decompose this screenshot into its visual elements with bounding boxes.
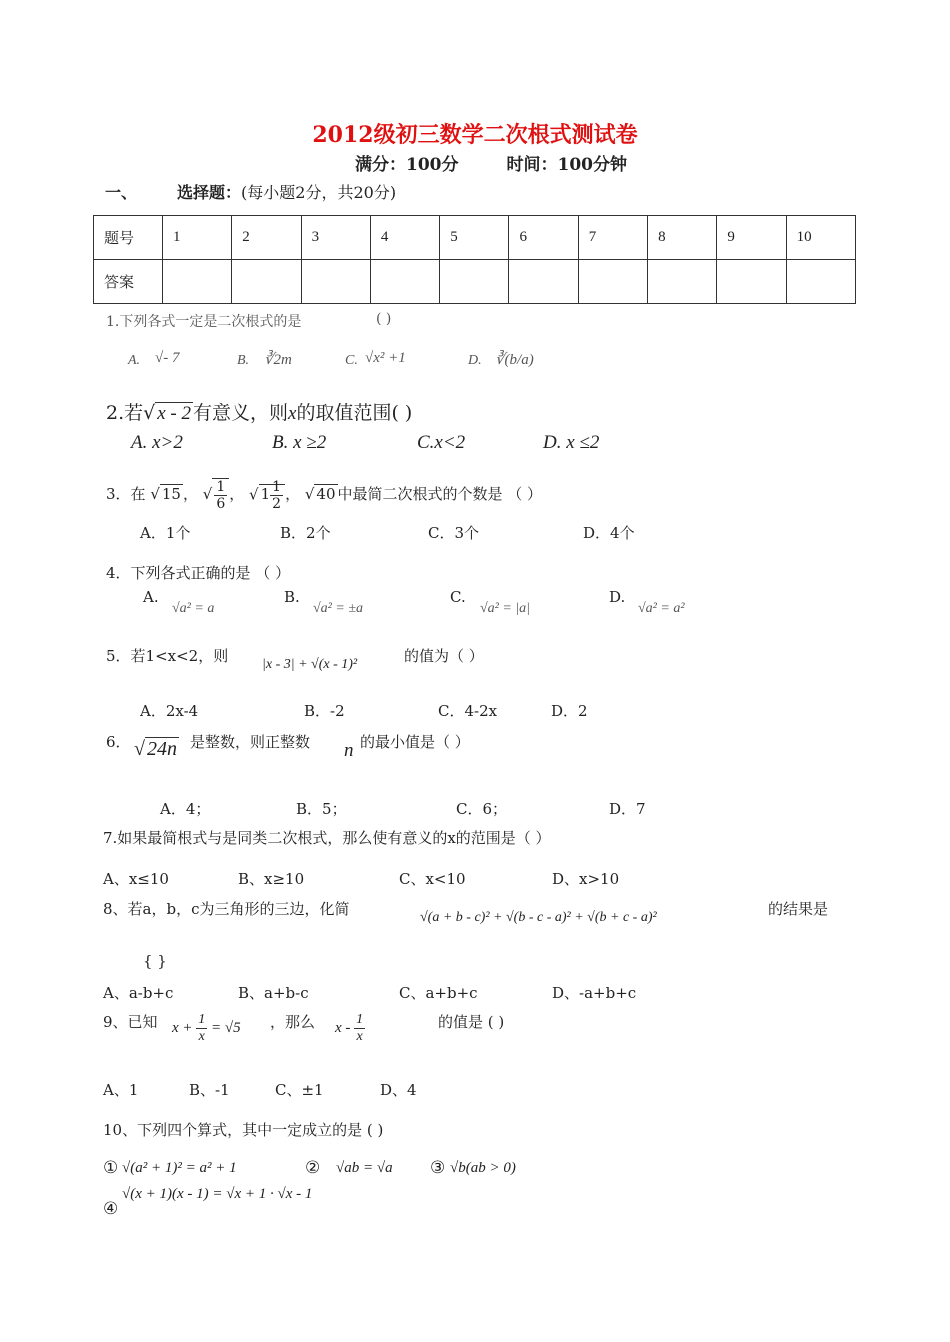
q10-option-1-mark: ① — [103, 1158, 119, 1178]
question-number: 2 — [232, 216, 301, 260]
q8-option-c: C、a+b+c — [399, 984, 478, 1002]
question-number: 1 — [163, 216, 232, 260]
q7-option-b: B、x≥10 — [238, 870, 305, 888]
q1-option-a-label: A. — [128, 353, 141, 368]
q9-stem-post: 的值是 ( ) — [438, 1013, 505, 1031]
q2-option-d: D. x ≤2 — [543, 432, 600, 453]
q9-fraction-1 — [196, 1012, 207, 1045]
q3-radicand-1: 15 — [161, 485, 181, 503]
q8-answer-brace: { } — [143, 952, 167, 970]
q3-radical-4: √ 40 — [304, 485, 336, 503]
q6-stem-post: 的最小值是（ ） — [360, 733, 470, 751]
answer-cell[interactable] — [370, 260, 439, 304]
q3-option-d: D．4个 — [583, 524, 635, 542]
q6-radicand: 24n — [146, 738, 177, 760]
q2-radicand: x - 2 — [157, 403, 192, 424]
q4-option-b-label: B. — [284, 588, 300, 606]
q6-radical: √ 24n — [134, 738, 177, 760]
full-score: 满分：100分 — [355, 155, 459, 175]
q10-option-1: √(a² + 1)² = a² + 1 — [122, 1160, 237, 1176]
section-label: 选择题： — [177, 183, 242, 202]
question-number: 5 — [440, 216, 509, 260]
answer-cell[interactable] — [440, 260, 509, 304]
section-note: (每小题2分，共20分) — [241, 183, 397, 202]
q9-expression-1 — [172, 1012, 241, 1045]
row-label: 题号 — [94, 216, 163, 260]
q6-option-d: D．7 — [609, 800, 646, 818]
q5-expression: |x - 3| + √(x - 1)² — [262, 657, 358, 672]
q2-stem — [106, 398, 412, 425]
answer-cell[interactable] — [648, 260, 717, 304]
q3-radicand-4: 40 — [316, 485, 336, 503]
q9-frac2-den: x — [356, 1029, 363, 1044]
question-number: 8 — [648, 216, 717, 260]
q1-paren: ( ) — [376, 311, 392, 327]
q9-expression-2 — [335, 1012, 365, 1045]
q5-option-c: C．4-2x — [438, 702, 498, 720]
q5-option-d: D．2 — [551, 702, 588, 720]
q4-stem: 4．下列各式正确的是 （ ） — [106, 564, 291, 582]
q6-var: n — [344, 740, 354, 761]
q9-option-b: B、-1 — [189, 1081, 230, 1099]
answer-table — [93, 215, 856, 304]
q5-stem-pre: 5．若1<x<2，则 — [106, 647, 229, 665]
q6-number: 6． — [106, 733, 131, 751]
q10-option-4-mark: ④ — [103, 1199, 119, 1219]
answer-cell[interactable] — [786, 260, 855, 304]
q9-option-d: D、4 — [380, 1081, 417, 1099]
q10-option-3: √b(ab > 0) — [450, 1160, 516, 1176]
q1-option-d-label: D. — [468, 353, 482, 368]
q2-stem-mid: 有意义，则 — [193, 402, 289, 424]
q4-option-c: √a² = |a| — [480, 601, 531, 616]
q10-option-4: √(x + 1)(x - 1) = √x + 1 · √x - 1 — [122, 1186, 313, 1202]
q4-option-d-label: D. — [609, 588, 626, 606]
q9-stem-pre: 9、已知 — [103, 1013, 158, 1031]
q3-radical-1: √ 15 — [150, 485, 181, 503]
q9-expr1-rhs: = √5 — [211, 1019, 241, 1036]
q2-option-a: A. x>2 — [131, 432, 183, 453]
q4-option-c-label: C. — [450, 588, 466, 606]
answer-cell[interactable] — [163, 260, 232, 304]
q7-stem: 7.如果最简根式与是同类二次根式，那么使有意义的x的范围是（ ） — [103, 829, 551, 847]
q3-stem-pre: 3．在 — [106, 485, 146, 503]
q9-frac1-den: x — [198, 1029, 205, 1044]
q6-option-c: C．6； — [456, 800, 508, 818]
answer-cell[interactable] — [232, 260, 301, 304]
q9-fraction-2 — [354, 1012, 365, 1045]
q3-radical-2: √ $\frac{1}{6}$ — [203, 478, 229, 512]
q8-option-a: A、a-b+c — [103, 984, 174, 1002]
q1-option-c-label: C. — [345, 353, 358, 368]
q3-option-a: A．1个 — [140, 524, 191, 542]
q1-stem: 1.下列各式一定是二次根式的是 — [106, 314, 302, 330]
q4-option-a-label: A. — [143, 588, 159, 606]
question-number: 7 — [578, 216, 647, 260]
q1-option-b: ∛2m — [264, 352, 292, 368]
q5-option-a: A．2x-4 — [140, 702, 199, 720]
q3-option-c: C．3个 — [428, 524, 480, 542]
q8-option-d: D、-a+b+c — [552, 984, 637, 1002]
q3-stem: 3．在 √ 15 ， √ $\frac{1}{6}$ ， √ 1 $\frac{1}{2}$ ， √ 40 中最简二次根式的个数是 （ ） — [106, 478, 543, 512]
row-label: 答案 — [94, 260, 163, 304]
q7-option-c: C、x<10 — [399, 870, 466, 888]
question-number: 6 — [509, 216, 578, 260]
q3-radical-3: √ 1 $\frac{1}{2}$ — [249, 479, 285, 512]
answer-cell[interactable] — [578, 260, 647, 304]
q1-option-c: √x² +1 — [365, 350, 406, 366]
question-number: 10 — [786, 216, 855, 260]
q8-expression: √(a + b - c)² + √(b - c - a)² + √(b + c - a)² — [420, 910, 657, 925]
q9-option-a: A、1 — [103, 1081, 139, 1099]
table-row — [94, 216, 856, 260]
q9-frac1-num: 1 — [198, 1012, 206, 1027]
q4-option-a: √a² = a — [172, 601, 215, 616]
q5-stem-post: 的值为（ ） — [404, 647, 484, 665]
q1-option-a: √- 7 — [155, 350, 180, 366]
answer-cell[interactable] — [717, 260, 786, 304]
section-number: 一、 — [105, 183, 138, 202]
page-title: 2012级初三数学二次根式测试卷 — [312, 122, 638, 148]
question-number: 3 — [301, 216, 370, 260]
q6-option-b: B．5； — [296, 800, 347, 818]
q7-option-a: A、x≤10 — [103, 870, 169, 888]
q5-option-b: B．-2 — [304, 702, 345, 720]
table-row — [94, 260, 856, 304]
q2-var: x — [288, 403, 297, 424]
exam-time: 时间：100分钟 — [506, 155, 627, 175]
q3-option-b: B．2个 — [280, 524, 331, 542]
q9-option-c: C、±1 — [275, 1081, 324, 1099]
q10-option-2: √ab = √a — [336, 1160, 393, 1176]
question-number: 4 — [370, 216, 439, 260]
section-heading — [105, 180, 396, 203]
q9-frac2-num: 1 — [356, 1012, 364, 1027]
q3-stem-post: 中最简二次根式的个数是 （ ） — [337, 485, 543, 503]
q2-stem-post: 的取值范围( ) — [296, 402, 413, 424]
q2-stem-pre: 2.若 — [106, 402, 144, 424]
q8-option-b: B、a+b-c — [238, 984, 309, 1002]
q2-option-c: C.x<2 — [417, 432, 466, 453]
q9-expr1-text: x + — [172, 1019, 193, 1036]
q10-option-3-mark: ③ — [430, 1158, 446, 1178]
q6-option-a: A．4； — [160, 800, 211, 818]
q1-option-b-label: B. — [237, 353, 250, 368]
q10-stem: 10、下列四个算式，其中一定成立的是 ( ) — [103, 1121, 384, 1139]
q9-stem-mid: ，那么 — [270, 1013, 316, 1031]
q7-option-d: D、x>10 — [552, 870, 620, 888]
q2-option-b: B. x ≥2 — [272, 432, 327, 453]
q4-option-d: √a² = a² — [638, 601, 685, 616]
q4-option-b: √a² = ±a — [313, 601, 364, 616]
q8-stem-pre: 8、若a，b，c为三角形的三边，化简 — [103, 900, 350, 918]
answer-cell[interactable] — [301, 260, 370, 304]
q9-expr2-text: x - — [335, 1019, 351, 1036]
answer-cell[interactable] — [509, 260, 578, 304]
q8-stem-post: 的结果是 — [768, 900, 829, 918]
exam-info — [355, 150, 675, 175]
q10-option-2-mark: ② — [305, 1158, 321, 1178]
question-number: 9 — [717, 216, 786, 260]
q6-stem-mid: 是整数，则正整数 — [190, 733, 311, 751]
q1-option-d: ∛(b/a) — [495, 352, 534, 368]
q2-radical: √ x - 2 — [143, 402, 192, 424]
